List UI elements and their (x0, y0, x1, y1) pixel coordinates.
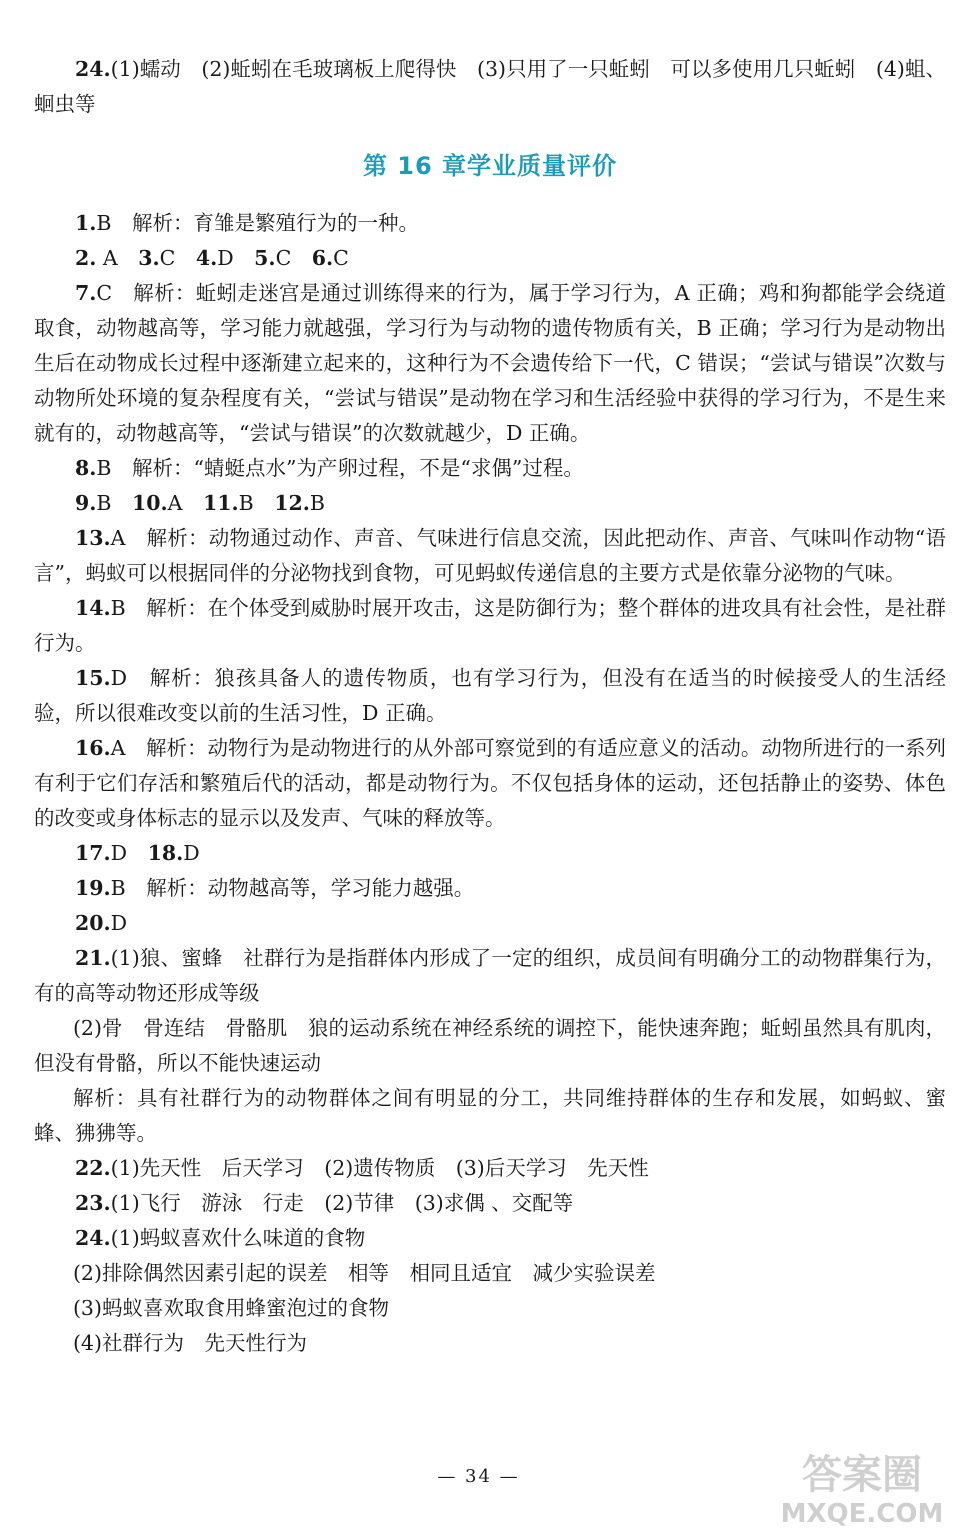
answer-number: 3. (138, 246, 160, 270)
answer-text: D 解析：狼孩具备人的遗传物质，也有学习行为，但没有在适当的时候接受人的生活经验，所以很难改变以前的生活习性，D 正确。 (34, 666, 946, 725)
answer-number: 1. (75, 211, 97, 235)
answer-text: D (110, 911, 128, 935)
answer-subline: (4)社群行为 先天性行为 (72, 1331, 307, 1355)
answer-item (34, 591, 946, 661)
answer-number: 20. (75, 911, 111, 935)
answer-item (34, 871, 946, 906)
answer-text: A 解析：动物行为是动物进行的从外部可察觉到的有适应意义的活动。动物所进行的一系列有利于它们存活和繁殖后代的活动，都是动物行为。不仅包括身体的运动，还包括静止的姿势、体色的改变或身体标志的显示以及发声、气味的释放等。 (34, 736, 946, 830)
answer-item (34, 906, 946, 941)
answer-text: (1)蚂蚁喜欢什么味道的食物 (110, 1226, 366, 1250)
answer-text: D (183, 841, 200, 865)
answer-text: C 解析：蚯蚓走迷宫是通过训练得来的行为，属于学习行为，A 正确；鸡和狗都能学会绕道取食，动物越高等，学习能力就越强，学习行为与动物的遗传物质有关，B 正确；学习行为是动物出生后在动物成长过程中逐渐建立起来的，这种行为不会遗传给下一代，C 错误；“尝试与错误”次数与动物所处环境的复杂程度有关，“尝试与错误”是动物在学习和生活经验中获得的学习行为，不是生来就有的，动物越高等，“尝试与错误”的次数就越少，D 正确。 (34, 281, 946, 445)
answer-number: 10. (131, 491, 168, 515)
answer-item (34, 1221, 946, 1256)
answer-item (34, 731, 946, 836)
answer-text: B (238, 491, 275, 515)
answer-item (34, 521, 946, 591)
answer-text: B 解析：动物越高等，学习能力越强。 (110, 876, 475, 900)
answer-number: 7. (75, 281, 97, 305)
answer-number: 12. (274, 491, 310, 515)
answer-text: D (110, 841, 148, 865)
answer-item (34, 276, 946, 451)
answer-number: 24. (75, 1226, 111, 1250)
answer-item (34, 941, 946, 1011)
answer-text: A (167, 491, 203, 515)
watermark-text-top: 答案圈 (802, 1452, 922, 1498)
watermark-text-bottom: MXQE.COM (780, 1499, 944, 1529)
answer-subline: (3)蚂蚁喜欢取食用蜂蜜泡过的食物 (72, 1296, 389, 1320)
answer-text: (1)先天性 后天学习 (2)遗传物质 (3)后天学习 先天性 (110, 1156, 649, 1180)
answer-item (34, 206, 946, 241)
answer-text: B 解析：“蜻蜓点水”为产卵过程，不是“求偶”过程。 (96, 456, 584, 480)
answer-number: 23. (75, 1191, 111, 1215)
answer-item (34, 661, 946, 731)
answer-number: 24. (75, 57, 111, 81)
answer-number: 22. (75, 1156, 111, 1180)
answer-item (34, 451, 946, 486)
answer-text: B 解析：在个体受到威胁时展开攻击，这是防御行为；整个群体的进攻具有社会性，是社群行为。 (34, 596, 946, 655)
answer-text: A 解析：动物通过动作、声音、气味进行信息交流，因此把动作、声音、气味叫作动物“语言”，蚂蚁可以根据同伴的分泌物找到食物，可见蚂蚁传递信息的主要方式是依靠分泌物的气味。 (34, 526, 946, 585)
answer-text: (1)蠕动 (2)蚯蚓在毛玻璃板上爬得快 (3)只用了一只蚯蚓 可以多使用几只蚯蚓 (4)蛆、蛔虫等 (34, 57, 946, 116)
answer-number: 5. (254, 246, 276, 270)
watermark-logo (777, 1438, 947, 1530)
answer-text: C (333, 246, 349, 270)
answer-item (34, 1186, 946, 1221)
answer-number: 15. (75, 666, 111, 690)
answer-text: D (217, 246, 255, 270)
answer-subline: (2)骨 骨连结 骨骼肌 狼的运动系统在神经系统的调控下，能快速奔跑；蚯蚓虽然具有肌肉，但没有骨骼，所以不能快速运动 (34, 1016, 946, 1075)
answer-text: B (309, 491, 325, 515)
answer-text: (1)狼、蜜蜂 社群行为是指群体内形成了一定的组织，成员间有明确分工的动物群集行为，有的高等动物还形成等级 (34, 946, 946, 1005)
answer-item (34, 486, 946, 521)
answer-number: 16. (75, 736, 111, 760)
answer-number: 14. (75, 596, 111, 620)
answer-text: (1)飞行 游泳 行走 (2)节律 (3)求偶 、交配等 (110, 1191, 574, 1215)
answer-number: 4. (195, 246, 218, 270)
answer-number: 21. (75, 946, 111, 970)
answer-number: 17. (75, 841, 111, 865)
answer-subline: 解析：具有社群行为的动物群体之间有明显的分工，共同维持群体的生存和发展，如蚂蚁、蜜蜂、狒狒等。 (34, 1086, 946, 1145)
answer-text: C (275, 246, 312, 270)
answer-subline: (2)排除偶然因素引起的误差 相等 相同且适宜 减少实验误差 (72, 1261, 656, 1285)
chapter-title: 第 16 章学业质量评价 (362, 152, 618, 180)
answer-page (34, 52, 946, 1361)
answer-item (34, 52, 946, 122)
answer-number: 8. (75, 456, 97, 480)
answer-number: 2. (75, 246, 97, 270)
answer-text: C (159, 246, 196, 270)
answer-text: B 解析：育雏是繁殖行为的一种。 (96, 211, 419, 235)
answer-item (34, 241, 946, 276)
answer-text: A (96, 246, 139, 270)
answer-number: 13. (75, 526, 111, 550)
answer-text: B (96, 491, 132, 515)
answer-number: 9. (75, 491, 97, 515)
answer-number: 19. (75, 876, 111, 900)
answer-number: 6. (311, 246, 334, 270)
answer-item (34, 1151, 946, 1186)
answer-item (34, 836, 946, 871)
answer-number: 11. (202, 491, 239, 515)
answer-number: 18. (147, 841, 184, 865)
page-number: — 34 — (437, 1466, 520, 1487)
